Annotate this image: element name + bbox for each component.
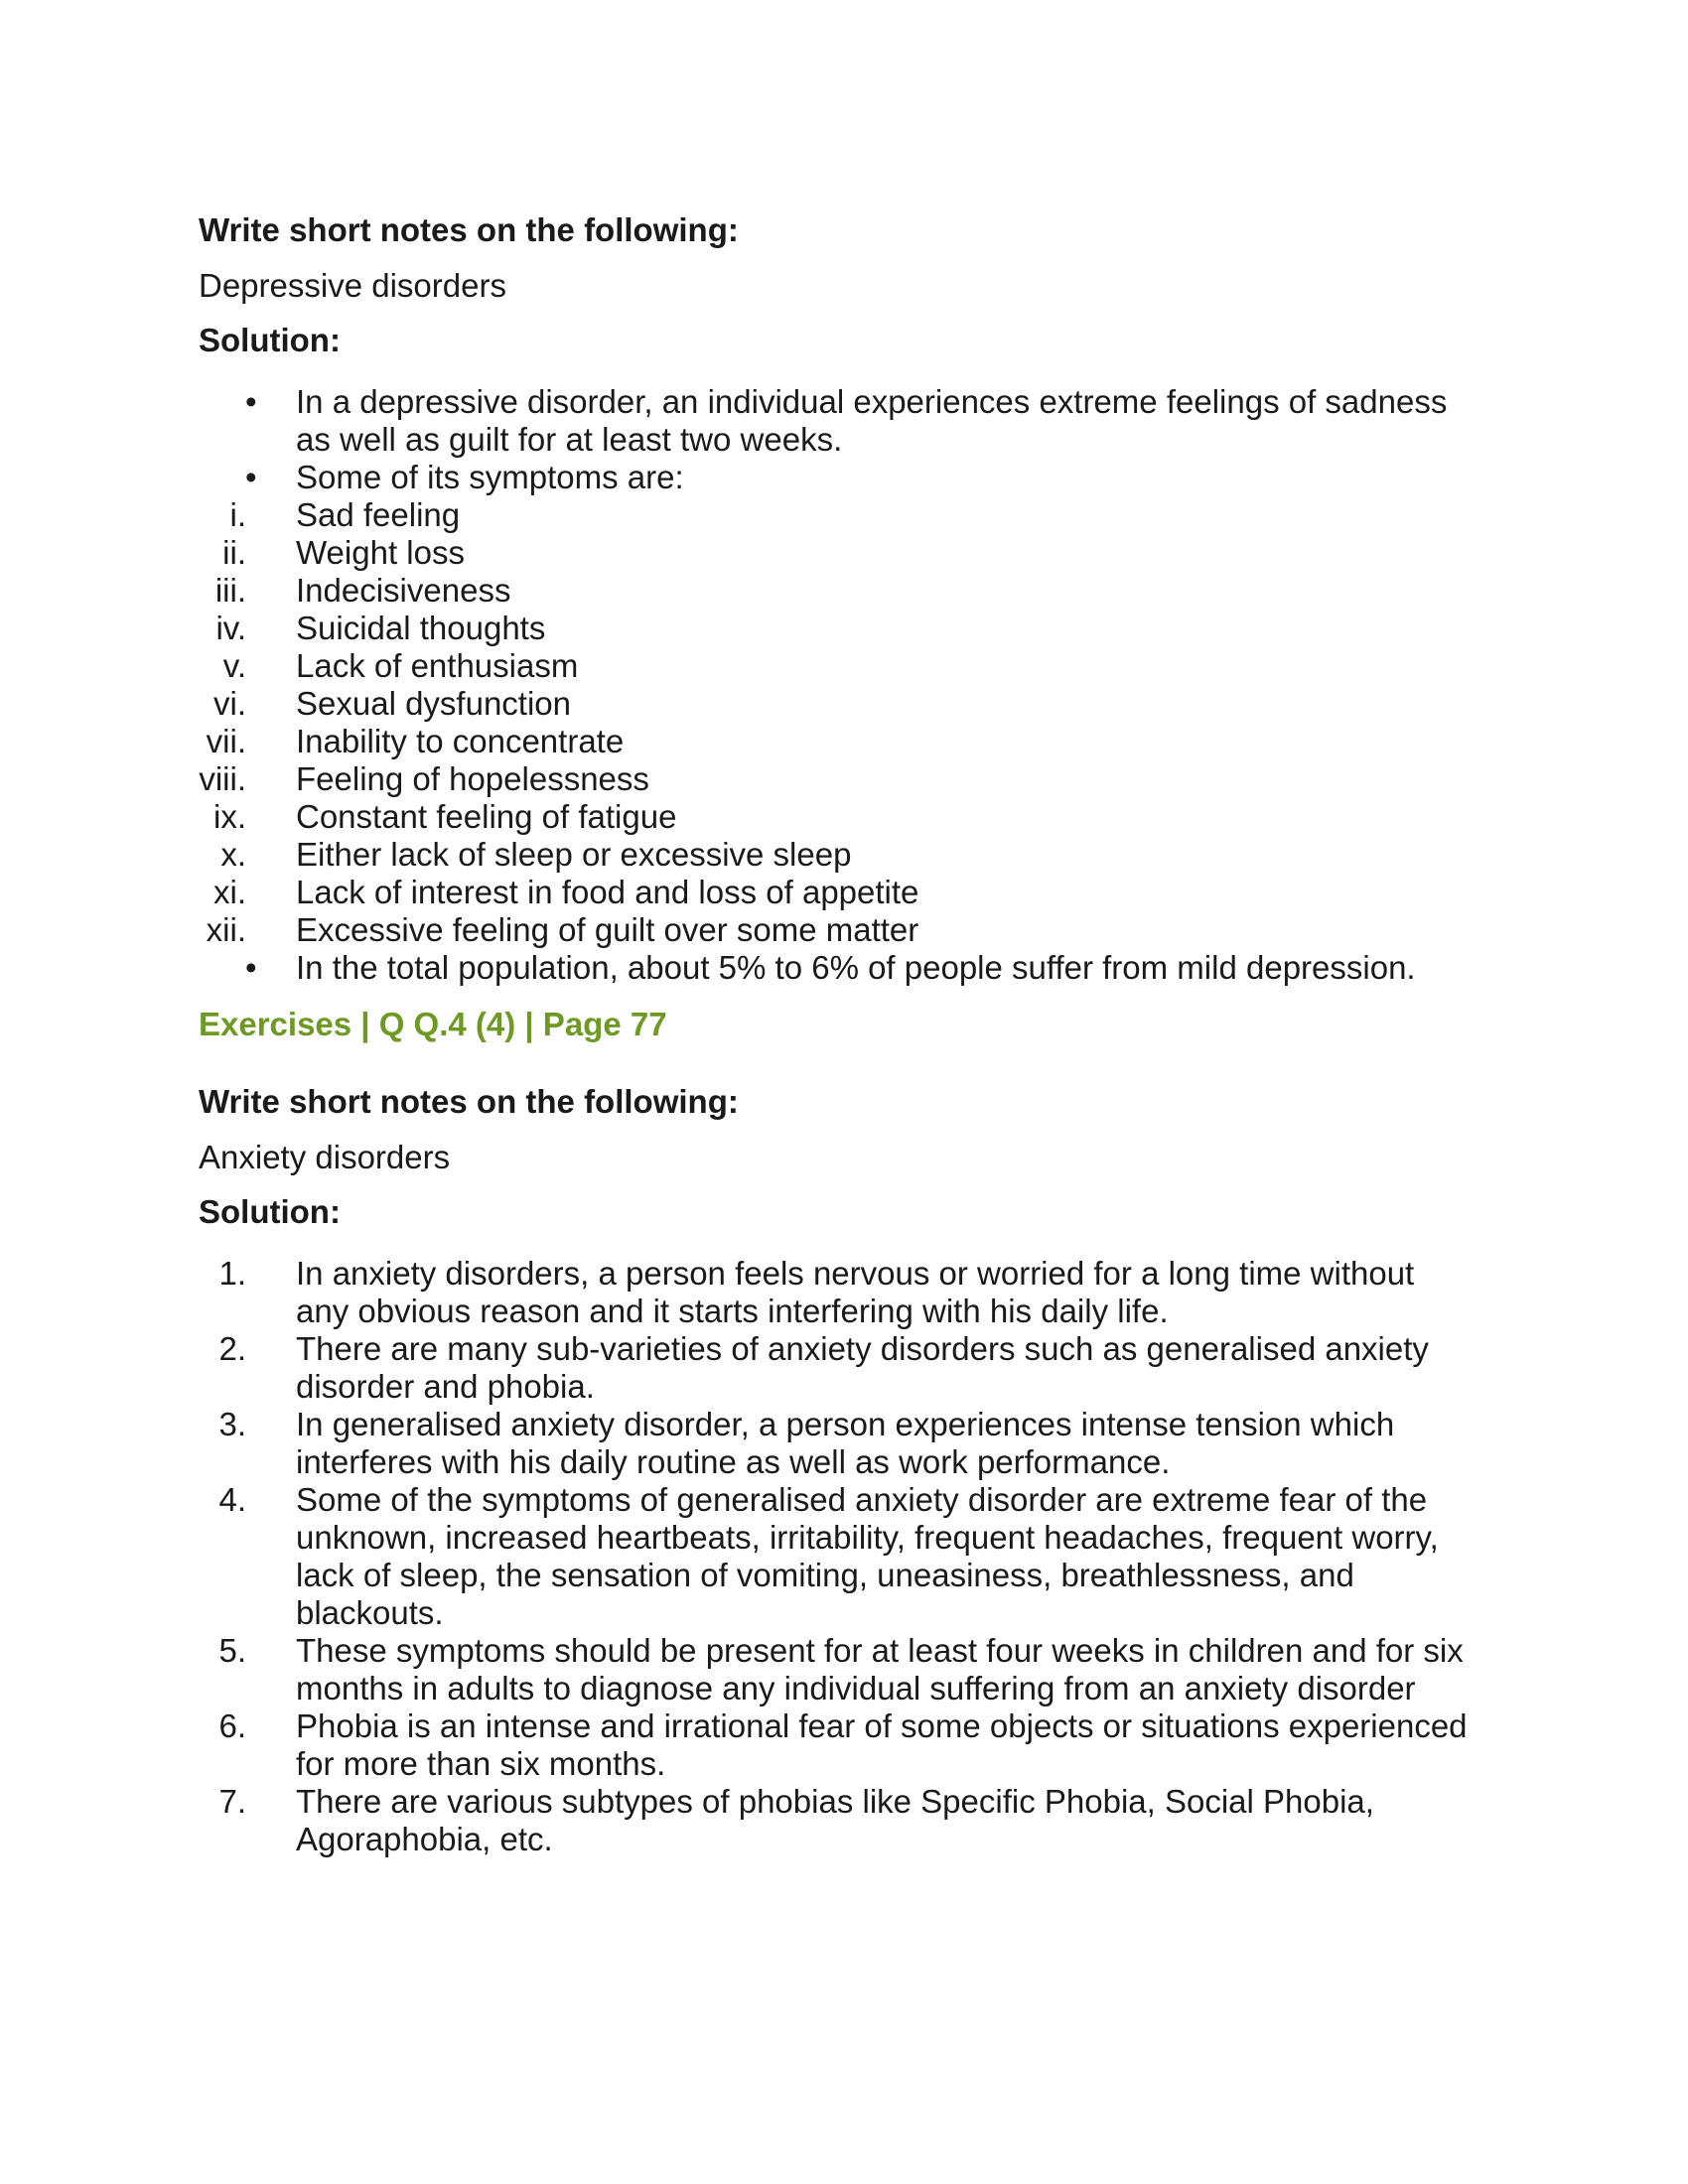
symptom-text: Sad feeling — [296, 496, 461, 533]
number-marker: 1. — [218, 1255, 246, 1292]
numbered-item — [0, 1255, 1688, 1330]
numbered-item-text: There are many sub-varieties of anxiety disorders such as generalised anxiety — [296, 1330, 1429, 1367]
symptom-text: Feeling of hopelessness — [296, 760, 649, 797]
question-topic-1: Depressive disorders — [199, 267, 506, 304]
list-item-text: as well as guilt for at least two weeks. — [296, 421, 843, 458]
symptom-text: Either lack of sleep or excessive sleep — [296, 836, 852, 873]
symptom-text: Sexual dysfunction — [296, 685, 572, 722]
list-item-text: In a depressive disorder, an individual experiences extreme feelings of sadness — [296, 383, 1448, 420]
roman-numeral-marker: v. — [222, 647, 246, 684]
symptom-item — [0, 496, 1688, 534]
solution-label-2: Solution: — [199, 1193, 341, 1230]
symptom-item — [0, 874, 1688, 911]
numbered-item — [0, 1330, 1688, 1406]
numbered-item-text: These symptoms should be present for at least four weeks in children and for six — [296, 1632, 1464, 1669]
symptom-text: Constant feeling of fatigue — [296, 798, 677, 835]
bullet-marker: • — [245, 459, 257, 495]
symptom-item — [0, 798, 1688, 836]
symptom-item — [0, 836, 1688, 874]
question-heading-1: Write short notes on the following: — [199, 211, 739, 248]
numbered-item — [0, 1632, 1688, 1707]
roman-numeral-marker: vi. — [213, 685, 246, 722]
numbered-item-text: In anxiety disorders, a person feels nervous or worried for a long time without — [296, 1255, 1415, 1292]
number-marker: 4. — [218, 1481, 246, 1518]
symptom-item — [0, 723, 1688, 760]
symptom-item — [0, 610, 1688, 647]
bullet-marker: • — [245, 383, 257, 420]
roman-numeral-marker: vii. — [206, 723, 246, 759]
symptom-item — [0, 911, 1688, 949]
symptom-text: Inability to concentrate — [296, 723, 625, 759]
roman-numeral-marker: i. — [229, 496, 246, 533]
numbered-item-text: any obvious reason and it starts interfering with his daily life. — [296, 1293, 1169, 1329]
symptom-item — [0, 647, 1688, 685]
roman-numeral-marker: iv. — [215, 610, 246, 646]
numbered-item — [0, 1406, 1688, 1481]
roman-numeral-marker: xii. — [206, 911, 246, 948]
roman-numeral-marker: x. — [220, 836, 246, 873]
numbered-item-text: disorder and phobia. — [296, 1368, 595, 1405]
list-item — [0, 459, 1688, 496]
symptom-item — [0, 534, 1688, 572]
list-item-text: Some of its symptoms are: — [296, 459, 684, 495]
number-marker: 2. — [218, 1330, 246, 1367]
question-topic-2: Anxiety disorders — [199, 1139, 451, 1175]
numbered-item-text: interferes with his daily routine as well as work performance. — [296, 1443, 1171, 1480]
numbered-item-text: months in adults to diagnose any individual suffering from an anxiety disorder — [296, 1670, 1416, 1706]
numbered-item-text: There are various subtypes of phobias like Specific Phobia, Social Phobia, — [296, 1783, 1374, 1820]
exercise-reference: Exercises | Q Q.4 (4) | Page 77 — [199, 1006, 667, 1042]
roman-numeral-marker: ix. — [213, 798, 246, 835]
symptom-text: Excessive feeling of guilt over some matter — [296, 911, 919, 948]
numbered-item-text: Phobia is an intense and irrational fear of some objects or situations experienced — [296, 1707, 1468, 1744]
list-item-text: In the total population, about 5% to 6% of people suffer from mild depression. — [296, 949, 1416, 986]
symptom-item — [0, 685, 1688, 723]
numbered-item-text: Some of the symptoms of generalised anxiety disorder are extreme fear of the — [296, 1481, 1428, 1518]
numbered-item — [0, 1481, 1688, 1632]
symptom-item — [0, 572, 1688, 610]
numbered-item — [0, 1707, 1688, 1783]
symptom-text: Suicidal thoughts — [296, 610, 546, 646]
numbered-item-text: for more than six months. — [296, 1745, 666, 1782]
number-marker: 3. — [218, 1406, 246, 1442]
anxiety-list — [0, 1255, 1688, 1858]
symptom-text: Lack of enthusiasm — [296, 647, 579, 684]
number-marker: 7. — [218, 1783, 246, 1820]
numbered-item-text: lack of sleep, the sensation of vomiting, uneasiness, breathlessness, and — [296, 1557, 1354, 1593]
bullet-marker: • — [245, 949, 257, 986]
symptom-text: Indecisiveness — [296, 572, 511, 609]
roman-numeral-marker: ii. — [222, 534, 246, 571]
numbered-item-text: unknown, increased heartbeats, irritability, frequent headaches, frequent worry, — [296, 1519, 1439, 1556]
number-marker: 6. — [218, 1707, 246, 1744]
symptom-item — [0, 760, 1688, 798]
number-marker: 5. — [218, 1632, 246, 1669]
roman-numeral-marker: viii. — [199, 760, 246, 797]
numbered-item-text: In generalised anxiety disorder, a person experiences intense tension which — [296, 1406, 1395, 1442]
symptom-text: Weight loss — [296, 534, 465, 571]
roman-numeral-marker: xi. — [213, 874, 246, 910]
symptom-text: Lack of interest in food and loss of appetite — [296, 874, 919, 910]
numbered-item — [0, 1783, 1688, 1858]
numbered-item-text: Agoraphobia, etc. — [296, 1821, 553, 1857]
numbered-item-text: blackouts. — [296, 1594, 444, 1631]
list-item — [0, 949, 1688, 987]
depressive-list — [0, 383, 1688, 987]
symptom-list — [0, 496, 1688, 949]
solution-label-1: Solution: — [199, 322, 341, 358]
roman-numeral-marker: iii. — [214, 572, 246, 609]
question-heading-2: Write short notes on the following: — [199, 1083, 739, 1120]
list-item — [0, 383, 1688, 459]
